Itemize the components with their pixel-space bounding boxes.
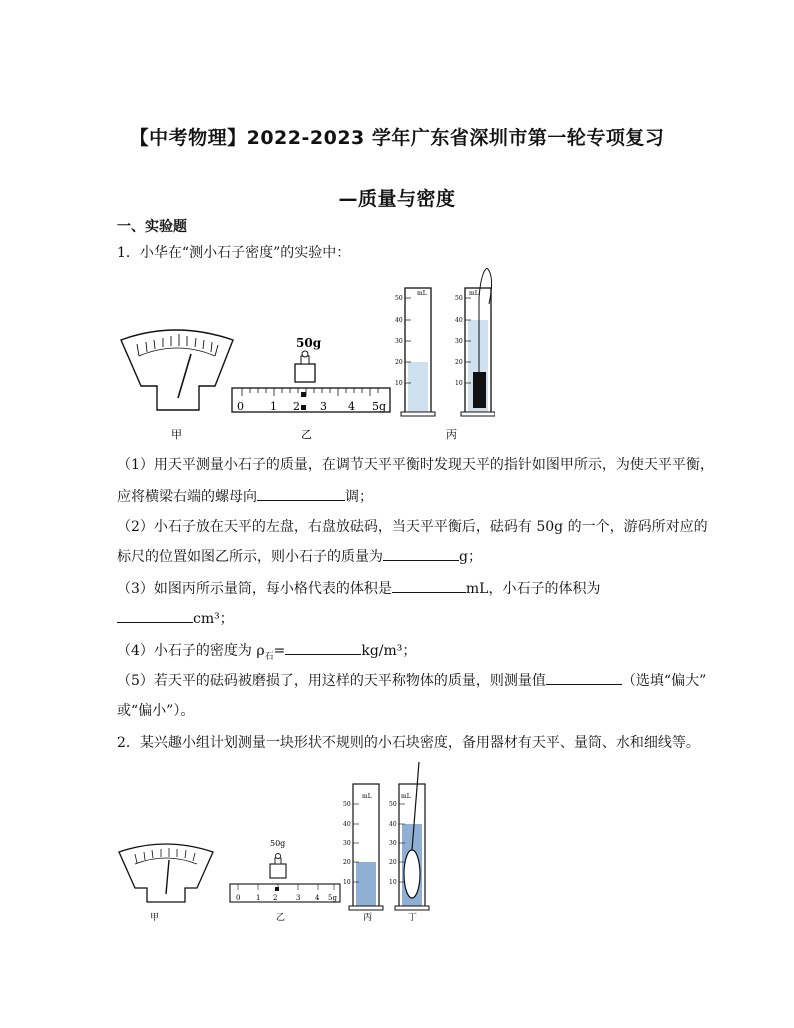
q1-part2-line2 <box>117 546 482 566</box>
q1-part1-blank[interactable] <box>257 486 345 501</box>
q2-weight-label: 50g <box>270 839 286 848</box>
q2-figure <box>115 760 435 928</box>
q1-part5-blank[interactable] <box>546 670 622 685</box>
q2-cylinder-tick: 30 <box>343 840 351 847</box>
q1-part5-line2: 或“偏小”）。 <box>117 703 195 719</box>
q1-cylinder-tick: 50 <box>455 295 463 302</box>
q1-cylinder-tick: 10 <box>395 380 403 387</box>
q2-balance-dial <box>119 844 213 902</box>
q1-part3-text-mid: mL，小石子的体积为 <box>465 581 601 597</box>
q1-part3-text: （3）如图丙所示量筒，每小格代表的体积是 <box>117 581 392 597</box>
q2-cylinder-tick: 20 <box>389 859 397 866</box>
q2-cylinder-unit: mL <box>362 793 372 800</box>
q1-part4-blank[interactable] <box>285 640 361 655</box>
q2-caption-ding: 丁 <box>408 913 418 923</box>
q1-cylinder-tick: 30 <box>395 338 403 345</box>
q2-ruler-tick: 2 <box>273 894 278 902</box>
q2-cylinder-tick: 10 <box>389 879 397 886</box>
q1-part1-line2 <box>117 486 373 506</box>
q1-cylinder-tick: 50 <box>395 295 403 302</box>
q1-caption-bing: 丙 <box>446 428 457 441</box>
q1-ruler-tick: 5g <box>372 400 387 413</box>
q2-cylinder-bing <box>349 784 383 910</box>
q1-cylinder-left <box>401 288 435 416</box>
q1-stone <box>473 372 486 408</box>
q2-ruler-tick: 5g <box>328 894 337 902</box>
q1-figure <box>115 268 495 446</box>
q1-part5-line1 <box>117 670 706 690</box>
q1-part3-blank-a[interactable] <box>392 578 466 593</box>
q1-cylinder-tick: 20 <box>455 359 463 366</box>
q1-cylinder-unit: mL <box>469 290 479 297</box>
q1-cylinder-tick: 40 <box>455 317 463 324</box>
q1-cylinder-tick: 30 <box>455 338 463 345</box>
q1-part1-text: 应将横梁右端的螺母向 <box>117 489 257 505</box>
q2-cylinder-tick: 10 <box>343 879 351 886</box>
q1-stem: 1．小华在“测小石子密度”的实验中： <box>117 245 351 261</box>
q2-ruler <box>230 884 340 902</box>
q2-ruler-tick: 3 <box>296 894 301 902</box>
section-heading: 一、实验题 <box>117 219 187 235</box>
q1-part5-option: （选填“偏大” <box>621 673 707 689</box>
q2-stone <box>404 850 420 898</box>
q2-stem: 2．某兴趣小组计划测量一块形状不规则的小石块密度，备用器材有天平、量筒、水和细线等。 <box>117 735 700 751</box>
q1-part4-text: （4）小石子的密度为 ρ <box>117 643 265 659</box>
q1-part2-line1: （2）小石子放在天平的左盘，右盘放砝码，当天平平衡后，砝码有 50g 的一个，游码所对应的 <box>117 519 708 535</box>
page-subtitle: —质量与密度 <box>338 188 456 210</box>
q1-part2-unit: g； <box>459 549 482 565</box>
q2-caption-yi: 乙 <box>276 913 286 923</box>
q1-ruler-tick: 3 <box>320 400 327 413</box>
q2-caption-bing: 丙 <box>363 913 373 923</box>
q1-cylinder-tick: 40 <box>395 317 403 324</box>
q2-cylinder-tick: 40 <box>389 821 397 828</box>
q1-part2-text: 标尺的位置如图乙所示，则小石子的质量为 <box>117 549 383 565</box>
q1-weight-label: 50g <box>296 336 322 350</box>
q1-part4-unit: kg/m³； <box>361 643 417 659</box>
q1-part4-sub: 石 <box>264 651 274 662</box>
q2-cylinder-ding <box>395 762 429 910</box>
q1-ruler-tick: 1 <box>270 400 277 413</box>
q1-caption-yi: 乙 <box>301 428 312 441</box>
q1-weight <box>295 351 315 382</box>
q2-ruler-tick: 1 <box>256 894 261 902</box>
q1-ruler <box>232 388 390 412</box>
q2-cylinder-tick: 50 <box>389 801 397 808</box>
q2-cylinder-tick: 40 <box>343 821 351 828</box>
q1-balance-dial <box>121 330 233 410</box>
q1-part1-line1: （1）用天平测量小石子的质量，在调节天平平衡时发现天平的指针如图甲所示，为使天平平衡， <box>117 457 714 473</box>
q1-part4-line <box>117 640 416 662</box>
q1-cylinder-tick: 20 <box>395 359 403 366</box>
q1-caption-jia: 甲 <box>171 428 182 441</box>
q2-weight <box>270 854 286 879</box>
q2-caption-jia: 甲 <box>150 913 160 923</box>
q2-cylinder-tick: 20 <box>343 859 351 866</box>
q1-cylinder-unit: mL <box>417 290 427 297</box>
q1-ruler-tick: 2 <box>293 400 300 413</box>
q1-part3-line1 <box>117 578 600 598</box>
q2-cylinder-tick: 30 <box>389 840 397 847</box>
q1-ruler-tick: 0 <box>237 400 244 413</box>
q2-ruler-tick: 0 <box>236 894 241 902</box>
page-title: 【中考物理】2022-2023 学年广东省深圳市第一轮专项复习 <box>129 127 665 149</box>
q2-ruler-tick: 4 <box>315 894 320 902</box>
q1-part3-line2 <box>117 608 234 628</box>
q1-ruler-tick: 4 <box>348 400 355 413</box>
q1-part5-text: （5）若天平的砝码被磨损了，用这样的天平称物体的质量，则测量值 <box>117 673 546 689</box>
q1-part2-blank[interactable] <box>383 546 459 561</box>
q1-part1-text-end: 调； <box>345 489 373 505</box>
q1-part4-eq: = <box>273 643 286 659</box>
q1-part3-blank-b[interactable] <box>117 608 193 623</box>
q2-cylinder-tick: 50 <box>343 801 351 808</box>
q2-cylinder-unit: mL <box>401 793 411 800</box>
q1-part3-unit: cm³； <box>193 611 234 627</box>
q1-cylinder-tick: 10 <box>455 380 463 387</box>
